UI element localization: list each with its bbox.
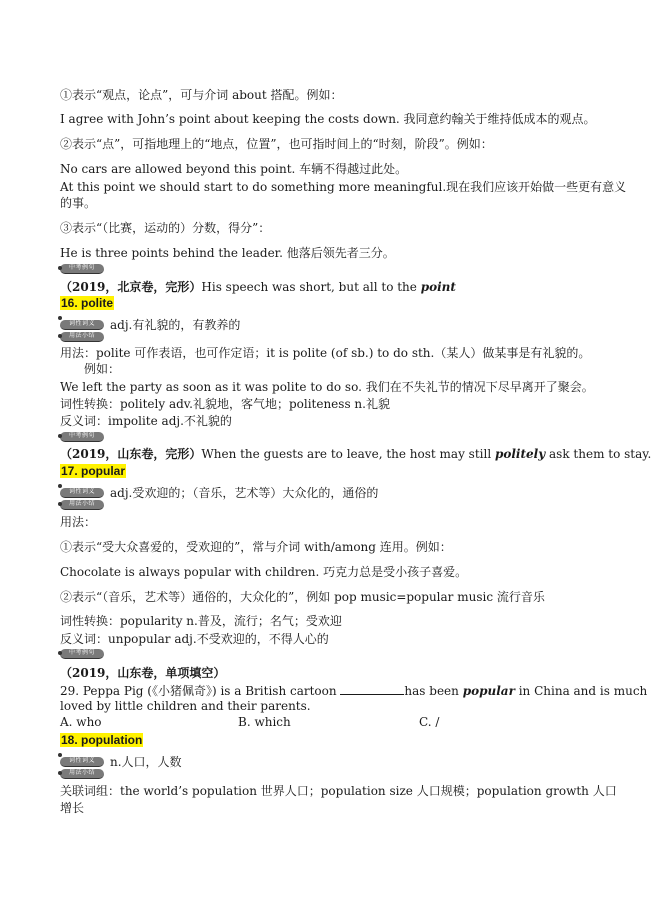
exam-example-1 — [60, 280, 456, 295]
entry-heading-polite — [60, 296, 114, 311]
popular-example-1: Chocolate is always popular with children. 巧克力总是受小孩子喜爱。 — [60, 565, 468, 579]
exam-example-badge: 中考例句 — [60, 432, 104, 442]
entry-heading-text: 17. popular — [61, 464, 126, 478]
point-sense-3: ③表示“（比赛，运动的）分数，得分”： — [60, 221, 271, 235]
exam-source: （2019，山东卷，完形） — [60, 447, 202, 461]
entry-heading-popular — [60, 464, 126, 479]
population-related-cont: 增长 — [60, 801, 85, 815]
question-29-cont: loved by little children and their parents. — [60, 699, 311, 713]
population-related: 关联词组：the world’s population 世界人口；population size 人口规模；population growth 人口 — [60, 784, 617, 798]
exam-sentence: When the guests are to leave, the host may still — [201, 447, 495, 461]
usage-badge: 用法小结 — [60, 769, 104, 779]
entry-heading-population — [60, 733, 143, 748]
point-example-1: I agree with John’s point about keeping the costs down. 我同意约翰关于维持低成本的观点。 — [60, 112, 596, 126]
point-example-3-cont: 的事。 — [60, 196, 97, 210]
polite-usage-cont: 例如： — [84, 362, 121, 376]
exam-source: （2019，北京卷，完形） — [60, 280, 202, 294]
polite-example: We left the party as soon as it was polite to do so. 我们在不失礼节的情况下尽早离开了聚会。 — [60, 380, 594, 394]
point-example-4: He is three points behind the leader. 他落后领先者三分。 — [60, 246, 395, 260]
entry-heading-text: 16. polite — [61, 296, 114, 310]
option-b: B. which — [238, 715, 291, 729]
meaning-text: n.人口，人数 — [110, 755, 182, 769]
point-sense-2: ②表示“点”，可指地理上的“地点，位置”，也可指时间上的“时刻，阶段”。例如： — [60, 137, 493, 151]
keyword: popular — [462, 684, 515, 698]
question-text-mid: has been — [404, 684, 463, 698]
meaning-badge: 词性词义 — [60, 488, 104, 498]
popular-usage: 用法： — [60, 515, 97, 529]
meaning-row — [60, 751, 182, 769]
question-29 — [60, 683, 647, 699]
usage-badge: 用法小结 — [60, 332, 104, 342]
option-a: A. who — [60, 715, 102, 729]
option-c: C. / — [419, 715, 440, 729]
meaning-badge: 词性词义 — [60, 320, 104, 330]
exam-example-badge: 中考例句 — [60, 649, 104, 659]
popular-sense-2: ②表示“（音乐，艺术等）通俗的，大众化的”，例如 pop music=popular music 流行音乐 — [60, 590, 545, 604]
exam-example-badge: 中考例句 — [60, 264, 104, 274]
point-example-3: At this point we should start to do something more meaningful.现在我们应该开始做一些更有意义 — [60, 180, 627, 194]
keyword: politely — [494, 447, 546, 461]
exam-sentence-end: ask them to stay. — [545, 447, 651, 461]
popular-conversion: 词性转换：popularity n.普及，流行；名气；受欢迎 — [60, 614, 342, 628]
point-sense-1: ①表示“观点，论点”，可与介词 about 搭配。例如： — [60, 88, 343, 102]
polite-antonym: 反义词：impolite adj.不礼貌的 — [60, 414, 232, 428]
meaning-text: adj.有礼貌的，有教养的 — [110, 318, 241, 332]
entry-heading-text: 18. population — [61, 733, 143, 747]
exam-source-3: （2019，山东卷，单项填空） — [60, 666, 226, 680]
answer-blank — [340, 683, 404, 695]
popular-sense-1: ①表示“受大众喜爱的，受欢迎的”，常与介词 with/among 连用。例如： — [60, 540, 452, 554]
popular-antonym: 反义词：unpopular adj.不受欢迎的，不得人心的 — [60, 632, 329, 646]
question-text: 29. Peppa Pig (《小猪佩奇》) is a British cartoon — [60, 684, 341, 698]
meaning-text: adj.受欢迎的；（音乐，艺术等）大众化的，通俗的 — [110, 486, 379, 500]
point-example-2: No cars are allowed beyond this point. 车辆不得越过此处。 — [60, 162, 408, 176]
usage-badge: 用法小结 — [60, 500, 104, 510]
polite-conversion: 词性转换：politely adv.礼貌地，客气地；politeness n.礼貌 — [60, 397, 390, 411]
exam-example-2 — [60, 447, 651, 462]
question-text-end: in China and is much — [514, 684, 648, 698]
meaning-row — [60, 482, 379, 500]
exam-sentence: His speech was short, but all to the — [201, 280, 421, 294]
meaning-row — [60, 314, 241, 332]
meaning-badge: 词性词义 — [60, 757, 104, 767]
keyword: point — [420, 280, 456, 294]
polite-usage: 用法：polite 可作表语，也可作定语；it is polite (of sb.) to do sth.（某人）做某事是有礼貌的。 — [60, 346, 591, 360]
